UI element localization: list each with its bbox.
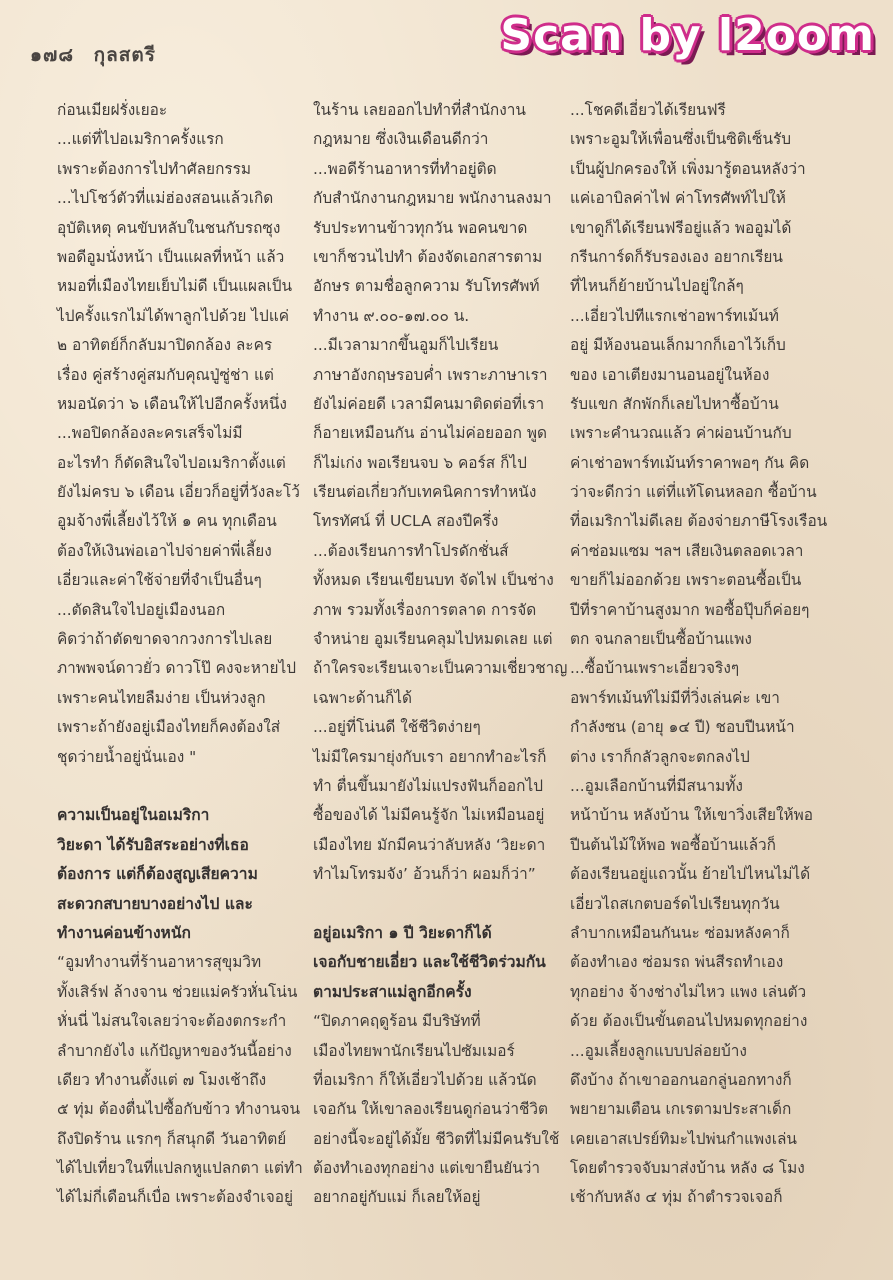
text-line: ตก จนกลายเป็นซื้อบ้านแพง [570, 630, 752, 649]
text-line: ไม่มีใครมายุ่งกับเรา อยากทำอะไรก็ [313, 747, 547, 766]
text-line: อุบัติเหตุ คนขับหลับในชนกับรถซุง [57, 218, 281, 237]
text-line: ถึงปิดร้าน แรกๆ ก็สนุกดี วันอาทิตย์ [57, 1129, 287, 1148]
text-line: ต่าง เราก็กลัวลูกจะตกลงไป [570, 747, 750, 766]
text-line: ที่อเมริกาไม่ดีเลย ต้องจ่ายภาษีโรงเรือน [570, 512, 828, 531]
text-line: ยังไม่ค่อยดี เวลามีคนมาติดต่อที่เรา [313, 394, 545, 413]
text-line: ต้องให้เงินพ่อเอาไปจ่ายค่าพี่เลี้ยง [57, 541, 272, 560]
text-line: เพราะต้องการไปทำศัลยกรรม [57, 159, 252, 178]
text-line: ด้วย ต้องเป็นขั้นตอนไปหมดทุกอย่าง [570, 1012, 808, 1031]
col1-paragraphs [57, 96, 300, 772]
text-line: ...เอี่ยวไปทีแรกเช่าอพาร์ทเม้นท์ [570, 306, 779, 325]
text-line: ...มีเวลามากขึ้นอูมก็ไปเรียน [313, 336, 499, 355]
text-line: เป็นผู้ปกครองให้ เพิ่งมารู้ตอนหลังว่า [570, 159, 806, 178]
page-number: ๑๗๘ [30, 44, 75, 66]
text-line: กฎหมาย ซึ่งเงินเดือนดีกว่า [313, 130, 489, 149]
text-line: เรื่อง คู่สร้างคู่สมกับคุณปู่ซู่ช่า แต่ [57, 365, 274, 384]
text-line: ซื้อของได้ ไม่มีคนรู้จัก ไม่เหมือนอยู่ [313, 806, 545, 825]
text-line: เพราะอูมให้เพื่อนซึ่งเป็นซิติเซ็นรับ [570, 130, 792, 149]
text-line: ทำงาน ๙.๐๐-๑๗.๐๐ น. [313, 306, 470, 325]
text-line: เอี่ยวไถสเกตบอร์ดไปเรียนทุกวัน [570, 894, 780, 913]
text-line: เดียว ทำงานตั้งแต่ ๗ โมงเช้าถึง [57, 1070, 267, 1089]
text-line: ก็อายเหมือนกัน อ่านไม่ค่อยออก พูด [313, 424, 547, 443]
header-separator [80, 44, 88, 66]
text-line: ต้องเรียนอยู่แถวนั้น ย้ายไปไหนไม่ได้ [570, 865, 811, 884]
text-line: ต้องทำเองทุกอย่าง แต่เขายืนยันว่า [313, 1159, 541, 1178]
text-column-2 [313, 96, 568, 1213]
text-line: เพราะคำนวณแล้ว ค่าผ่อนบ้านกับ [570, 424, 792, 443]
text-line: โดยตำรวจจับมาส่งบ้าน หลัง ๘ โมง [570, 1159, 805, 1178]
text-line: ทำ ตื่นขึ้นมายังไม่แปรงฟันก็ออกไป [313, 776, 543, 795]
text-line: ในร้าน เลยออกไปทำที่สำนักงาน [313, 101, 526, 119]
text-line: หมอนัดว่า ๖ เดือนให้ไปอีกครั้งหนึ่ง [57, 394, 287, 413]
text-line: ต้องทำเอง ซ่อมรถ พ่นสีรถทำเอง [570, 953, 784, 972]
text-line: ...ไปโชว์ตัวที่แม่ฮ่องสอนแล้วเกิด [57, 189, 274, 208]
text-line: เคยเอาสเปรย์ทิมะไปพ่นกำแพงเล่น [570, 1129, 797, 1148]
text-line: ภาพพจน์ดาวยั่ว ดาวโป๊ คงจะหายไป [57, 659, 297, 678]
text-line: คิดว่าถ้าตัดขาดจากวงการไปเลย [57, 630, 273, 649]
col3-paragraphs [570, 96, 828, 1213]
text-line: ถ้าใครจะเรียนเจาะเป็นความเชี่ยวชาญ [313, 659, 568, 678]
subheading-line: ความเป็นอยู่ในอเมริกา [57, 806, 210, 825]
subheading-line: เจอกับชายเอี่ยว และใช้ชีวิตร่วมกัน [313, 953, 546, 972]
text-line: “ปิดภาคฤดูร้อน มีบริษัทที่ [313, 1012, 481, 1031]
text-line: ทั้งหมด เรียนเขียนบท จัดไฟ เป็นช่าง [313, 571, 554, 590]
text-line: หน้าบ้าน หลังบ้าน ให้เขาวิ่งเสียให้พอ [570, 806, 814, 825]
text-line: ...อูมเลี้ยงลูกแบบปล่อยบ้าง [570, 1041, 747, 1060]
text-line: ภาพ รวมทั้งเรื่องการตลาด การจัด [313, 600, 537, 619]
subheading-line: อยู่อเมริกา ๑ ปี วิยะดาก็ได้ [313, 923, 492, 942]
text-line: ...ต้องเรียนการทำโปรดักชั่นส์ [313, 541, 509, 560]
text-line: รับประทานข้าวทุกวัน พอคนขาด [313, 218, 528, 237]
text-line: ...แต่ที่ไปอเมริกาครั้งแรก [57, 130, 224, 149]
text-line: อะไรทำ ก็ตัดสินใจไปอเมริกาตั้งแต่ [57, 453, 286, 472]
text-line: “อูมทำงานที่ร้านอาหารสุขุมวิท [57, 953, 262, 972]
text-line: เพราะถ้ายังอยู่เมืองไทยก็คงต้องใส่ [57, 718, 281, 737]
text-line: ได้ไม่กี่เดือนก็เบื่อ เพราะต้องจำเจอยู่ [57, 1188, 293, 1207]
subheading-line: สะดวกสบายบางอย่างไป และ [57, 894, 253, 913]
text-line: กับสำนักงานกฎหมาย พนักงานลงมา [313, 189, 552, 208]
text-line: อย่างนี้จะอยู่ได้มั้ย ชีวิตที่ไม่มีคนรับใช้ [313, 1129, 560, 1148]
text-line: เมืองไทยพานักเรียนไปซัมเมอร์ [313, 1041, 515, 1060]
text-line: ...พอปิดกล้องละครเสร็จไม่มี [57, 424, 243, 443]
section-gap [57, 772, 293, 801]
text-line: ได้ไปเที่ยวในที่แปลกหูแปลกตา แต่ทำ [57, 1159, 303, 1178]
text-line: ภาษาอังกฤษรอบค่ำ เพราะภาษาเรา [313, 365, 548, 384]
magazine-name: กุลสตรี [93, 44, 156, 66]
text-line: โทรทัศน์ ที่ UCLA สองปีครึ่ง [313, 512, 499, 531]
text-line: อักษร ตามชื่อลูกความ รับโทรศัพท์ [313, 277, 540, 296]
text-line: ...อูมเลือกบ้านที่มีสนามทั้ง [570, 776, 743, 795]
col2-bold-subheading [313, 919, 549, 1007]
text-line: ...ตัดสินใจไปอยู่เมืองนอก [57, 600, 226, 619]
text-line: หมอที่เมืองไทยเย็บไม่ดี เป็นแผลเป็น [57, 277, 293, 296]
text-line: ยังไม่ครบ ๖ เดือน เอี่ยวก็อยู่ที่วังละโว้ [57, 483, 300, 502]
text-line: กำลังซน (อายุ ๑๔ ปี) ชอบปีนหน้า [570, 718, 795, 737]
text-line: ...โชคดีเอี่ยวได้เรียนฟรี [570, 101, 726, 119]
text-line: กรีนการ์ดก็รับรองเอง อยากเรียน [570, 247, 783, 266]
subheading-line: ตามประสาแม่ลูกอีกครั้ง [313, 982, 472, 1001]
text-line: ลำบากยังไง แก้ปัญหาของวันนี้อย่าง [57, 1041, 292, 1060]
text-line: เขาก็ชวนไปทำ ต้องจัดเอกสารตาม [313, 247, 543, 266]
text-line: อูมจ้างพี่เลี้ยงไว้ให้ ๑ คน ทุกเดือน [57, 512, 277, 531]
text-line: ก็ไม่เก่ง พอเรียนจบ ๖ คอร์ส ก็ไป [313, 453, 527, 472]
text-line: เมืองไทย มักมีคนว่าลับหลัง ‘วิยะดา [313, 835, 546, 854]
page-header [30, 40, 156, 70]
text-line: แค่เอาบิลค่าไฟ ค่าโทรศัพท์ไปให้ [570, 189, 786, 208]
text-line: พอดีอูมนั่งหน้า เป็นแผลที่หน้า แล้ว [57, 247, 285, 266]
text-line: อพาร์ทเม้นท์ไม่มีที่วิ่งเล่นค่ะ เขา [570, 688, 780, 707]
section-gap [313, 890, 549, 919]
text-line: ๒ อาทิตย์ก็กลับมาปิดกล้อง ละคร [57, 336, 273, 355]
text-line: ก่อนเมียฝรั่งเยอะ [57, 101, 168, 119]
text-line: จำหน่าย อูมเรียนคลุมไปหมดเลย แต่ [313, 630, 553, 649]
text-line: ...พอดีร้านอาหารที่ทำอยู่ติด [313, 159, 497, 178]
subheading-line: วิยะดา ได้รับอิสระอย่างที่เธอ [57, 835, 249, 854]
text-line: ลำบากเหมือนกันนะ ซ่อมหลังคาก็ [570, 923, 790, 942]
text-line: เขาดูก็ได้เรียนฟรีอยู่แล้ว พออูมได้ [570, 218, 792, 237]
text-line: ค่าเช่าอพาร์ทเม้นท์ราคาพอๆ กัน คิด [570, 453, 810, 472]
text-line: ดึงบ้าง ถ้าเขาออกนอกลู่นอกทางก็ [570, 1070, 792, 1089]
text-line: รับแขก สักพักก็เลยไปหาซื้อบ้าน [570, 394, 779, 413]
text-line: อยู่ มีห้องนอนเล็กมากก็เอาไว้เก็บ [570, 336, 786, 355]
text-line: ว่าจะดีกว่า แต่ที่แท้โดนหลอก ซื้อบ้าน [570, 483, 817, 502]
text-line: ...ซื้อบ้านเพราะเอี่ยวจริงๆ [570, 659, 740, 678]
text-line: ปีนต้นไม้ให้พอ พอซื้อบ้านแล้วก็ [570, 835, 776, 854]
text-line: เฉพาะด้านก็ได้ [313, 688, 413, 707]
col2-paragraphs [313, 96, 568, 890]
text-line: พยายามเตือน เกเรตามประสาเด็ก [570, 1100, 792, 1119]
subheading-line: ต้องการ แต่ก็ต้องสูญเสียความ [57, 865, 258, 884]
text-line: ของ เอาเตียงมานอนอยู่ในห้อง [570, 365, 770, 384]
text-line: ๕ ทุ่ม ต้องตื่นไปซื้อกับข้าว ทำงานจน [57, 1100, 300, 1119]
text-line: ค่าซ่อมแซม ฯลฯ เสียเงินตลอดเวลา [570, 541, 804, 560]
text-line: ชุดว่ายน้ำอยู่นั่นเอง " [57, 747, 197, 766]
text-line: เจอกัน ให้เขาลองเรียนดูก่อนว่าชีวิต [313, 1100, 549, 1119]
text-column-3 [570, 96, 828, 1213]
text-line: ที่อเมริกา ก็ให้เอี่ยวไปด้วย แล้วนัด [313, 1070, 537, 1089]
subheading-line: ทำงานค่อนข้างหนัก [57, 923, 191, 942]
text-line: ที่ไหนก็ย้ายบ้านไปอยู่ใกล้ๆ [570, 277, 744, 296]
text-column-1 [57, 96, 303, 1213]
text-line: อยากอยู่กับแม่ ก็เลยให้อยู่ [313, 1188, 481, 1207]
text-line: เช้ากับหลัง ๔ ทุ่ม ถ้าตำรวจเจอก็ [570, 1188, 783, 1207]
text-line: ปีที่ราคาบ้านสูงมาก พอซื้อปุ๊บก็ค่อยๆ [570, 600, 810, 619]
text-line: ...อยู่ที่โน่นดี ใช้ชีวิตง่ายๆ [313, 718, 481, 737]
text-line: เรียนต่อเกี่ยวกับเทคนิคการทำหนัง [313, 483, 537, 502]
text-line: ทุกอย่าง จ้างช่างไม่ไหว แพง เล่นตัว [570, 982, 807, 1001]
text-line: ไปครั้งแรกไม่ได้พาลูกไปด้วย ไปแค่ [57, 306, 290, 325]
scan-watermark: Scan by l2oom [500, 10, 875, 61]
text-line: เพราะคนไทยลืมง่าย เป็นห่วงลูก [57, 688, 266, 707]
text-line: หั่นนี่ ไม่สนใจเลยว่าจะต้องตกระกำ [57, 1012, 287, 1031]
col2-paragraphs-2 [313, 1007, 560, 1213]
text-line: ขายก็ไม่ออกด้วย เพราะตอนซื้อเป็น [570, 571, 802, 590]
col1-paragraphs-2 [57, 948, 303, 1213]
text-line: ทำไมโทรมจัง’ อ้วนก็ว่า ผอมก็ว่า” [313, 865, 536, 884]
col1-bold-subheading [57, 801, 293, 948]
text-line: ทั้งเสิร์ฟ ล้างจาน ช่วยแม่ครัวหั่นโน่น [57, 982, 298, 1001]
text-line: เอี่ยวและค่าใช้จ่ายที่จำเป็นอื่นๆ [57, 571, 262, 590]
